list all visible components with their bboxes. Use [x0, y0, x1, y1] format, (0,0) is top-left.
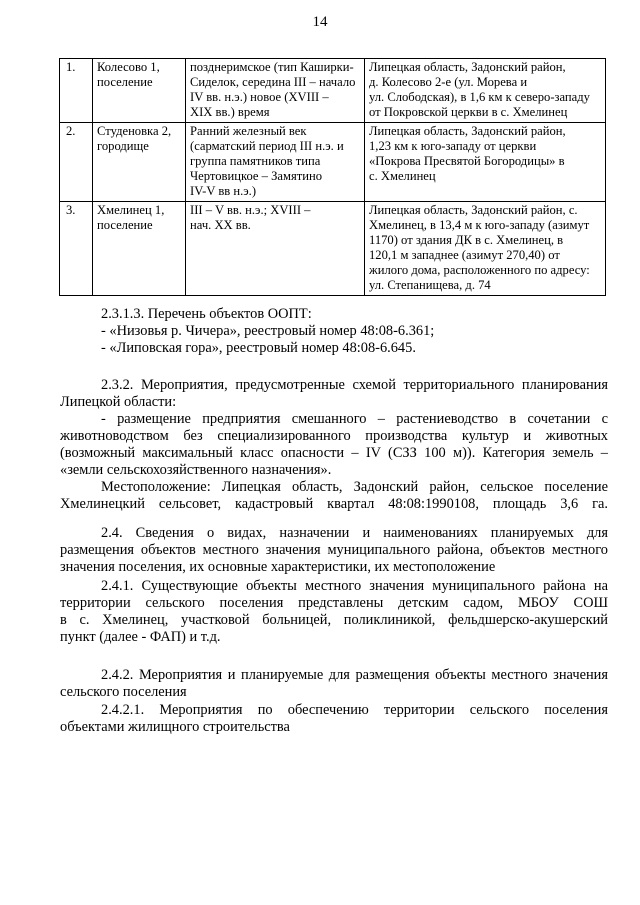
cell-line: Липецкая область, Задонский район,: [369, 60, 566, 74]
text-line: - размещение предприятия смешанного – растениеводство в сочетании с: [101, 411, 608, 427]
table-cell-site-name: [93, 123, 186, 202]
cell-line: Ранний железный век: [190, 124, 307, 138]
table-cell-number: 1.: [60, 59, 93, 123]
cell-line: ул. Слободская), в 1,6 км к северо-западу: [369, 90, 590, 104]
cell-line: 1,23 км к юго-западу от церкви: [369, 139, 537, 153]
cell-line: группа памятников типа: [190, 154, 321, 168]
text-line: территории сельского поселения представлены детским садом, МБОУ СОШ: [60, 595, 608, 611]
cell-line: позднеримское (тип Каширки-: [190, 60, 354, 74]
text-line: размещения объектов местного значения муниципального района, объектов местного: [60, 542, 608, 558]
text-line: (возможный максимальный класс опасности – IV (СЗЗ 100 м)). Категория земель –: [60, 445, 608, 461]
table-cell-number: 3.: [60, 202, 93, 296]
cell-line: Хмелинец 1,: [97, 203, 165, 217]
table-cell-location: [365, 123, 606, 202]
cell-line: «Покрова Пресвятой Богородицы» в: [369, 154, 565, 168]
table-cell-site-name: [93, 202, 186, 296]
cell-line: ул. Степанищева, д. 74: [369, 278, 491, 292]
cell-line: Хмелинец, в 13,4 м к юго-западу (азимут: [369, 218, 590, 232]
table-cell-location: [365, 202, 606, 296]
cell-line: поселение: [97, 218, 153, 232]
text-line: животноводством без специализированного производства культур и животных: [60, 428, 608, 444]
cell-line: 120,1 м западнее (азимут 270,40) от: [369, 248, 560, 262]
oopt-section: [60, 306, 608, 357]
page-number: 14: [312, 14, 328, 30]
cell-line: (сарматский период III н.э. и: [190, 139, 344, 153]
cell-line: Липецкая область, Задонский район, с.: [369, 203, 578, 217]
text-line: в с. Хмелинец, участковой больницей, поликлиникой, фельдшерско-акушерский: [60, 612, 608, 628]
text-line: объектами жилищного строительства: [60, 719, 290, 735]
table-cell-number: 2.: [60, 123, 93, 202]
text-line: 2.4.1. Существующие объекты местного значения муниципального района на: [101, 578, 608, 594]
cell-line: поселение: [97, 75, 153, 89]
oopt-item: - «Липовская гора», реестровый номер 48:08-6.645.: [101, 340, 416, 356]
table-row: [60, 123, 606, 202]
cell-line: Чертовицкое – Замятино: [190, 169, 323, 183]
text-line: «земли сельскохозяйственного назначения».: [60, 462, 332, 478]
text-line: Местоположение: Липецкая область, Задонский район, сельское поселение: [101, 479, 608, 495]
table-cell-location: [365, 59, 606, 123]
table-cell-period: [186, 123, 365, 202]
section-2-4-2: [60, 667, 608, 701]
archaeological-sites-table: [59, 58, 606, 296]
cell-line: от Покровской церкви в с. Хмелинец: [369, 105, 568, 119]
cell-line: д. Колесово 2-е (ул. Морева и: [369, 75, 528, 89]
section-2-4-1: [60, 578, 608, 646]
cell-line: IV вв. н.э.) новое (XVIII –: [190, 90, 329, 104]
text-line: Хмелинецкий сельсовет, кадастровый квартал 48:08:1990108, площадь 3,6 га.: [60, 496, 608, 512]
table-cell-site-name: [93, 59, 186, 123]
text-line: сельского поселения: [60, 684, 187, 700]
table-cell-period: [186, 202, 365, 296]
cell-line: IV-V вв н.э.): [190, 184, 257, 198]
text-line: 2.3.2. Мероприятия, предусмотренные схемой территориального планирования: [101, 377, 608, 393]
text-line: 2.4. Сведения о видах, назначении и наименованиях планируемых для: [101, 525, 608, 541]
cell-line: III – V вв. н.э.; XVIII –: [190, 203, 311, 217]
cell-line: Студеновка 2,: [97, 124, 172, 138]
cell-line: с. Хмелинец: [369, 169, 436, 183]
cell-line: Липецкая область, Задонский район,: [369, 124, 566, 138]
cell-line: Сиделок, середина III – начало: [190, 75, 356, 89]
section-2-4: [60, 525, 608, 576]
cell-line: жилого дома, расположенного по адресу:: [369, 263, 590, 277]
oopt-item: - «Низовья р. Чичера», реестровый номер 48:08-6.361;: [101, 323, 435, 339]
text-line: значения поселения, их основные характеристики, их местоположение: [60, 559, 496, 575]
cell-line: Колесово 1,: [97, 60, 160, 74]
cell-line: XIX вв.) время: [190, 105, 270, 119]
cell-line: нач. XX вв.: [190, 218, 251, 232]
table-row: [60, 59, 606, 123]
table-cell-period: [186, 59, 365, 123]
cell-line: городище: [97, 139, 149, 153]
cell-line: 1170) от здания ДК в с. Хмелинец, в: [369, 233, 564, 247]
table-body: [60, 59, 606, 296]
text-line: пункт (далее - ФАП) и т.д.: [60, 629, 221, 645]
text-line: 2.4.2.1. Мероприятия по обеспечению территории сельского поселения: [101, 702, 608, 718]
text-line: Липецкой области:: [60, 394, 177, 410]
section-2-3-2: [60, 377, 608, 513]
table-row: [60, 202, 606, 296]
text-line: 2.4.2. Мероприятия и планируемые для размещения объекты местного значения: [101, 667, 608, 683]
section-2-4-2-1: [60, 702, 608, 736]
oopt-heading: 2.3.1.3. Перечень объектов ООПТ:: [101, 306, 312, 322]
